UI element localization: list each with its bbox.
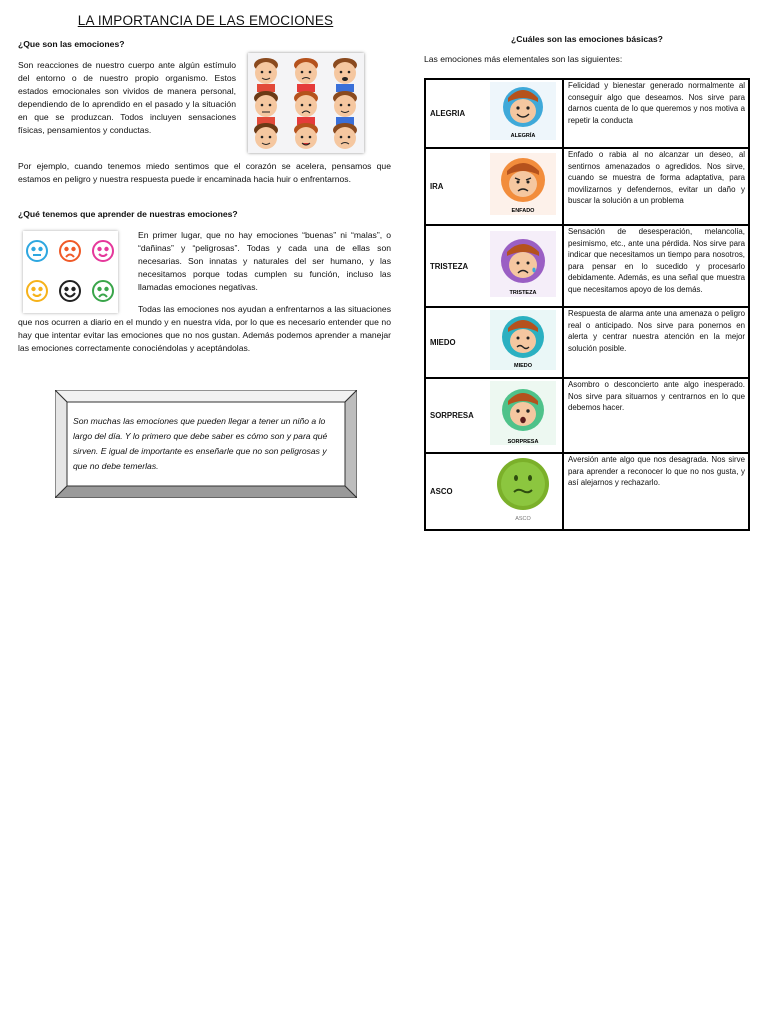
sadness-face-icon [484, 225, 563, 307]
emotion-description: Felicidad y bienestar generado normalmente al conseguir algo que deseamos. Nos sirve para darnos cuenta de lo que queremos y nos motiva a repetir la conducta [563, 79, 749, 148]
face-caption: SORPRESA [507, 439, 539, 445]
paragraph-todas-emociones: Todas las emociones nos ayudan a enfrentarnos a las situaciones que nos ocurren a diario en el mundo y en nuestra vida, por lo que es necesario entender que no hay que intentar evitar las emociones que no nos gustan. Además podemos aprender a manejar las emociones correctamente conociéndolas y aceptándolas. [18, 304, 391, 353]
emotion-name: SORPRESA [425, 378, 484, 453]
face-caption: ENFADO [511, 208, 535, 214]
table-row [425, 307, 749, 378]
disgust-face-icon [484, 453, 563, 530]
basic-emotions-heading: ¿Cuáles son las emociones básicas? [511, 34, 663, 44]
emotion-name: ALEGRIA [425, 79, 484, 148]
surprise-face-icon [484, 378, 563, 453]
joy-face-icon [484, 79, 563, 148]
face-caption: TRISTEZA [509, 289, 537, 296]
face-caption: ASCO [515, 516, 531, 522]
emotion-name: MIEDO [425, 307, 484, 378]
face-caption: MIEDO [513, 363, 533, 369]
table-row [425, 148, 749, 225]
face-caption: ALEGRÍA [510, 133, 536, 139]
paragraph-definition: Son reacciones de nuestro cuerpo ante algún estímulo del entorno o de nuestro propio organismo. Estos estados emocionales son vividos de manera personal, dependiendo de lo aprendido en el pasado y la situación en que se produzcan. Todos incluyen sensaciones físicas, pensamientos y conductas. [18, 60, 236, 135]
basic-emotions-intro: Las emociones más elementales son las siguientes: [424, 54, 623, 64]
table-row [425, 79, 749, 148]
emotion-name: TRISTEZA [425, 225, 484, 307]
paragraph-example: Por ejemplo, cuando tenemos miedo sentimos que el corazón se acelera, pensamos que estamos en peligro y nuestra respuesta puede ir encaminada hacia huir o enfrentarnos. [18, 161, 391, 184]
emotion-description: Aversión ante algo que nos desagrada. Nos sirve para aprender a reconocer lo que no nos gusta, y así alejarnos y rechazarlo. [563, 453, 749, 530]
highlight-box-text: Son muchas las emociones que pueden llegar a tener un niño a lo largo del día. Y lo primero que debe saber es cómo son y para qué sirven. E igual de importante es enseñarle que no son peligrosas y que no debe temerlas. [73, 416, 328, 471]
emoji-faces-illustration [23, 231, 118, 313]
fear-face-icon [484, 307, 563, 378]
question-que-aprender: ¿Qué tenemos que aprender de nuestras emociones? [18, 209, 238, 219]
emotion-name: ASCO [425, 453, 484, 530]
emotion-description: Respuesta de alarma ante una amenaza o peligro real o anticipado. Nos sirve para ponernos en alerta y centrar nuestra atención en la mejor solución posible. [563, 307, 749, 378]
paragraph-no-buenas-malas: En primer lugar, que no hay emociones “buenas” ni “malas”, o “dañinas” y “peligrosas”. Todas y cada una de ellas son necesarias. Son innatas y naturales del ser humano, y las necesitamos porque todas cumplen su función, incluso las llamadas emociones negativas. [138, 230, 391, 292]
children-emotions-illustration [248, 53, 364, 153]
question-que-son: ¿Que son las emociones? [18, 39, 125, 49]
emotion-description: Sensación de desesperación, melancolía, pesimismo, etc., ante una pérdida. Nos sirve para indicar que necesitamos un tiempo para nosotros, para pensar en lo sucedido y procesarlo debidamente. Además, es una señal que muestra que necesitamos apoyo de los demás. [563, 225, 749, 307]
table-row [425, 225, 749, 307]
emotions-table [424, 78, 750, 531]
emotion-description: Enfado o rabia al no alcanzar un deseo, al sentirnos amenazados o agredidos. Nos sirve, cuando se muestra de forma adaptativa, para movilizarnos y defendernos, evitar un daño y buscar la solución a un problema [563, 148, 749, 225]
emotion-name: IRA [425, 148, 484, 225]
emotion-description: Asombro o desconcierto ante algo inesperado. Nos sirve para situarnos y centrarnos en lo que debemos hacer. [563, 378, 749, 453]
table-row [425, 378, 749, 453]
anger-face-icon [484, 148, 563, 225]
page-title: LA IMPORTANCIA DE LAS EMOCIONES [77, 13, 334, 28]
table-row [425, 453, 749, 530]
